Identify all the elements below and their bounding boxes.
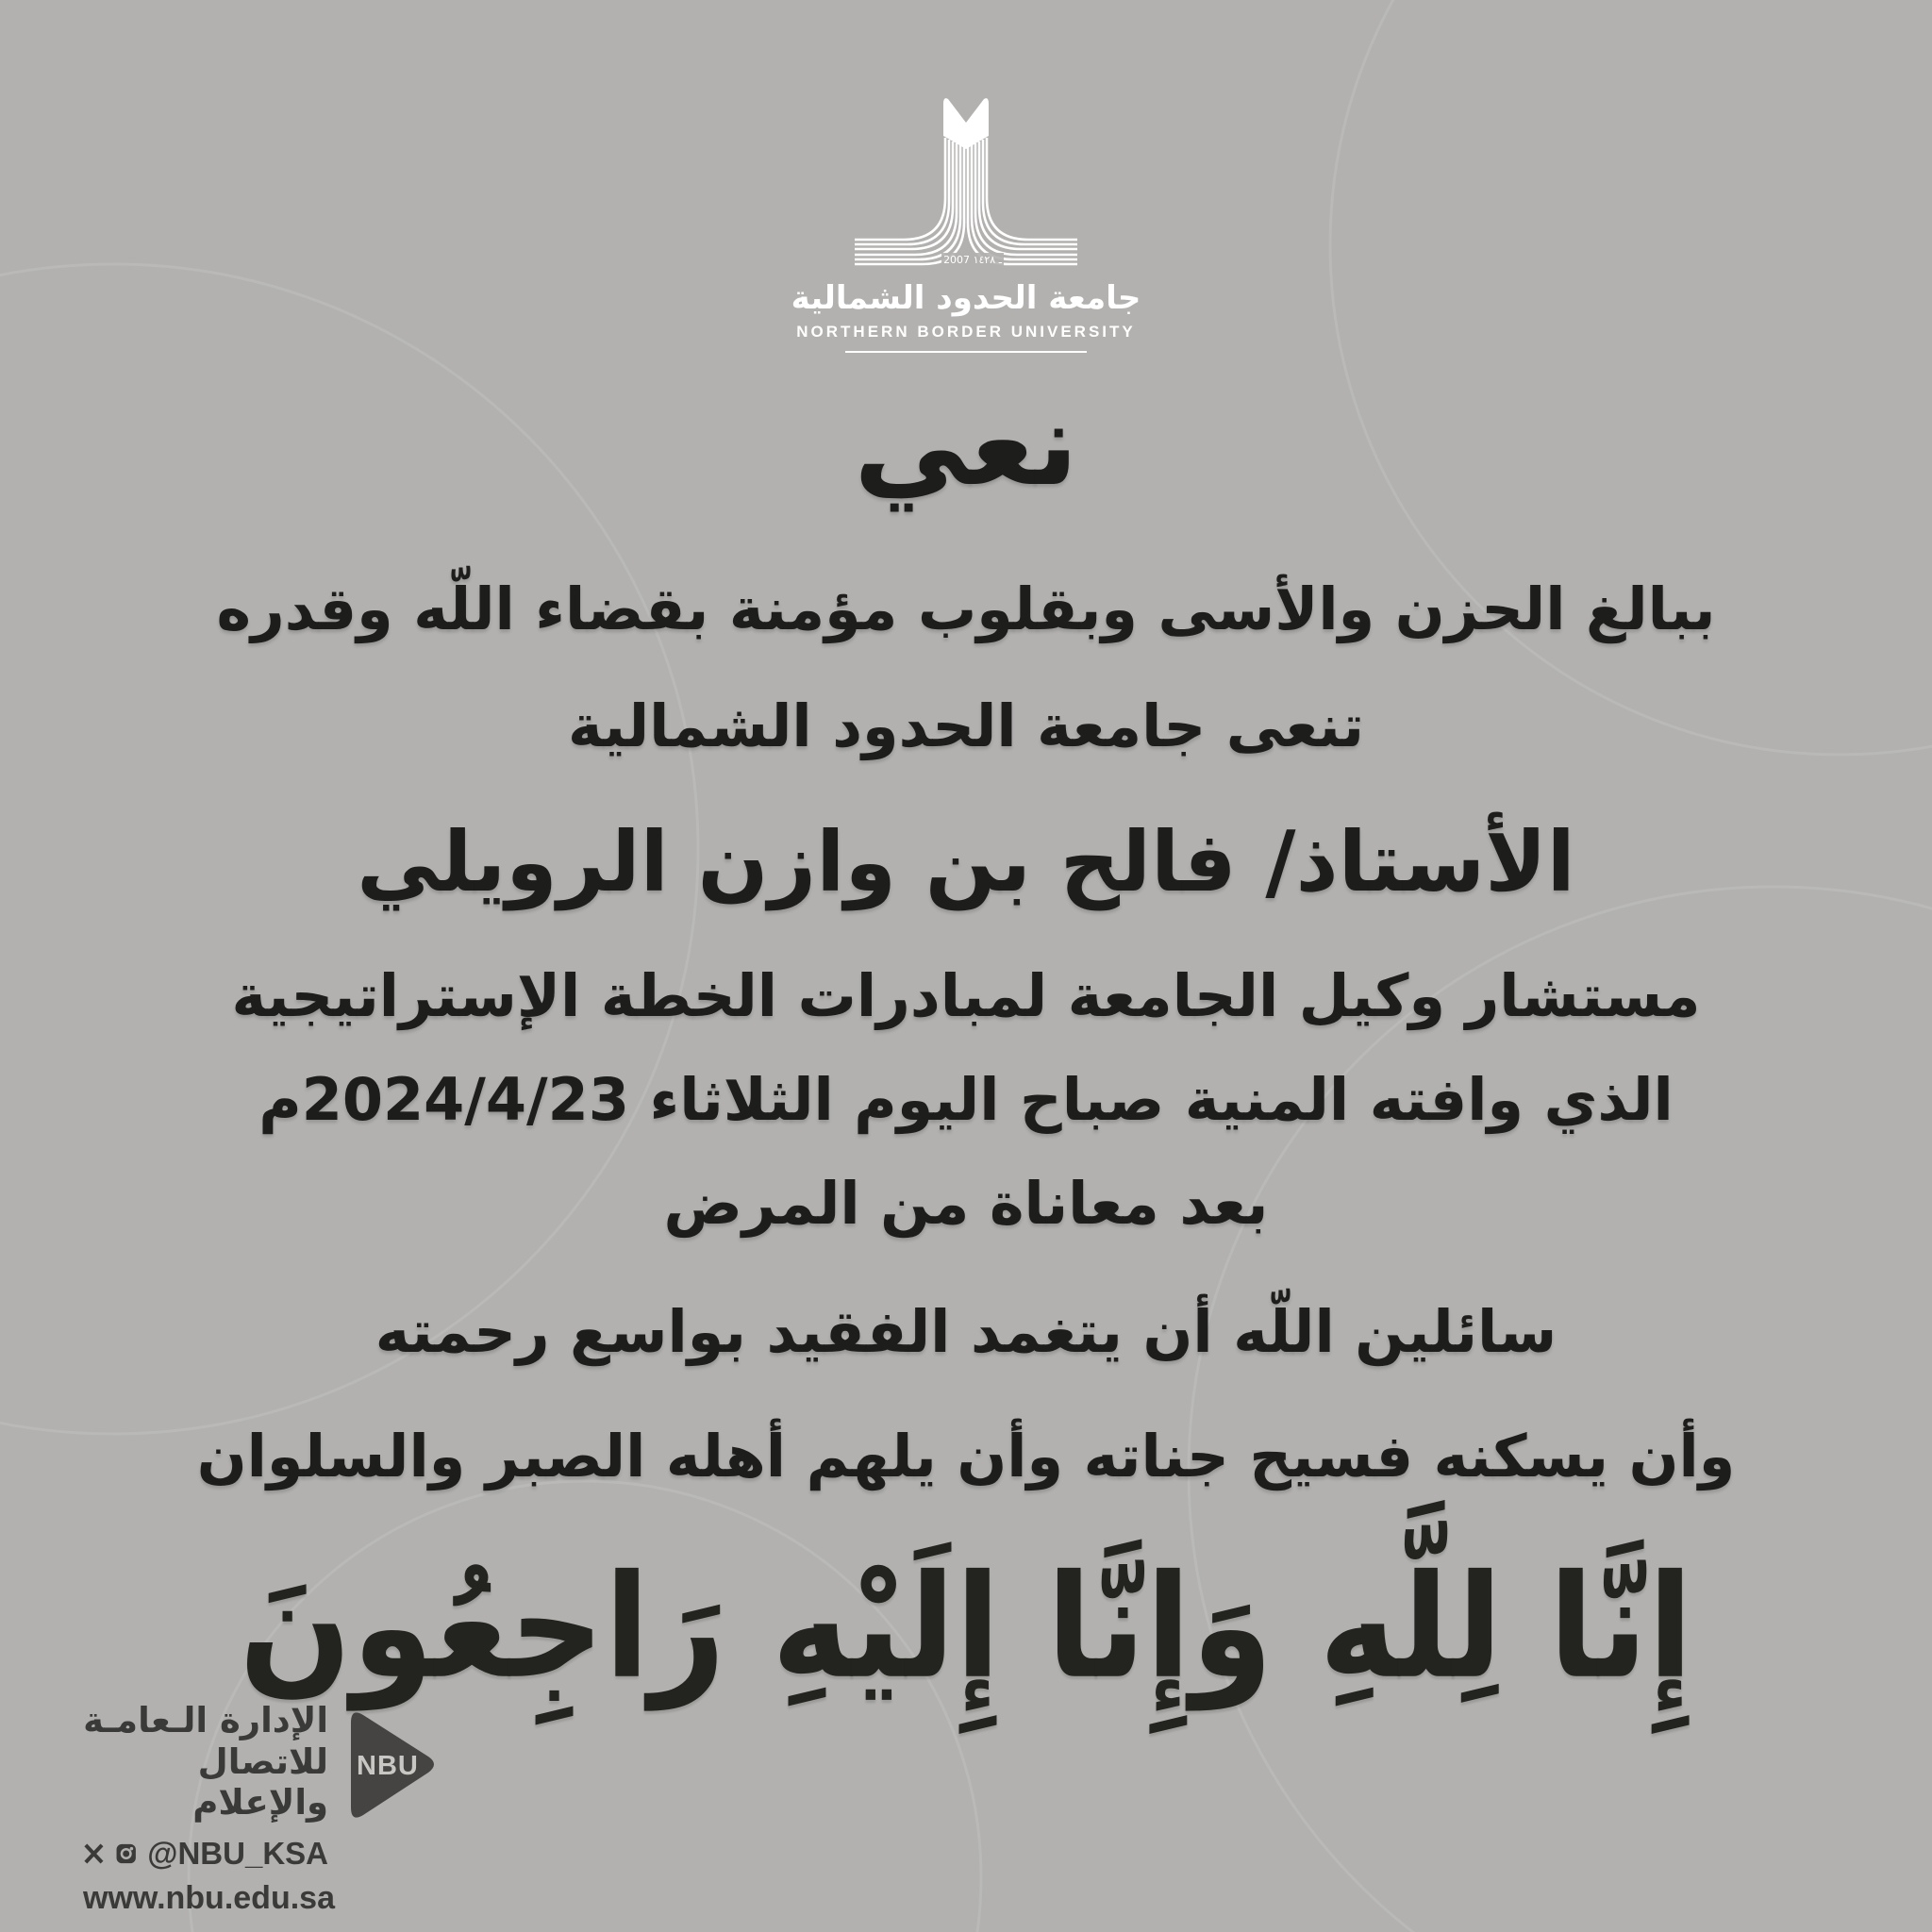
social-row xyxy=(83,1835,328,1873)
prayer-line-2: وأن يسكنه فسيح جناته وأن يلهم أهله الصبر والسلوان xyxy=(196,1422,1736,1491)
death-date-line: الذي وافته المنية صباح اليوم الثلاثاء 2024/4/23م xyxy=(258,1065,1674,1134)
department-name-line2: للاتصال والإعلام xyxy=(192,1740,328,1824)
obituary-title: نعي xyxy=(853,377,1079,511)
logo-year-text: 2007 ـ ١٤٢٨ xyxy=(943,254,1002,266)
department-name-line1: الإدارة الـعامـة xyxy=(83,1700,328,1740)
logo-arabic-name: جامعة الحدود الشمالية xyxy=(791,279,1141,317)
university-mourns-line: تنعى جامعة الحدود الشمالية xyxy=(567,691,1365,760)
instagram-icon xyxy=(114,1835,138,1873)
logo-divider xyxy=(845,351,1087,353)
logo-english-name: NORTHERN BORDER UNIVERSITY xyxy=(796,323,1136,341)
illness-line: بعد معاناة من المرض xyxy=(663,1169,1269,1238)
university-logo xyxy=(0,94,1932,353)
prayer-line-1: سائلين اللّه أن يتغمد الفقيد بواسع رحمته xyxy=(375,1297,1557,1366)
deceased-job-title: مستشار وكيل الجامعة لمبادرات الخطة الإستراتيجية xyxy=(231,961,1701,1030)
calligraphy-verse: إِنَّا لِلَّهِ وَإِنَّا إِلَيْهِ رَاجِعُونَ xyxy=(239,1544,1693,1711)
sorrow-line: ببالغ الحزن والأسى وبقلوب مؤمنة بقضاء اللّه وقدره xyxy=(216,575,1716,643)
x-twitter-icon xyxy=(83,1837,105,1871)
website-url: www.nbu.edu.sa xyxy=(83,1879,335,1916)
deceased-name: الأستاذ/ فالح بن وازن الرويلي xyxy=(357,813,1575,910)
nbu-badge-label: NBU xyxy=(357,1751,419,1781)
nbu-badge xyxy=(341,1702,440,1828)
book-emblem-icon xyxy=(853,94,1079,270)
footer-branding xyxy=(83,1700,440,1917)
social-handle: @NBU_KSA xyxy=(147,1835,328,1871)
